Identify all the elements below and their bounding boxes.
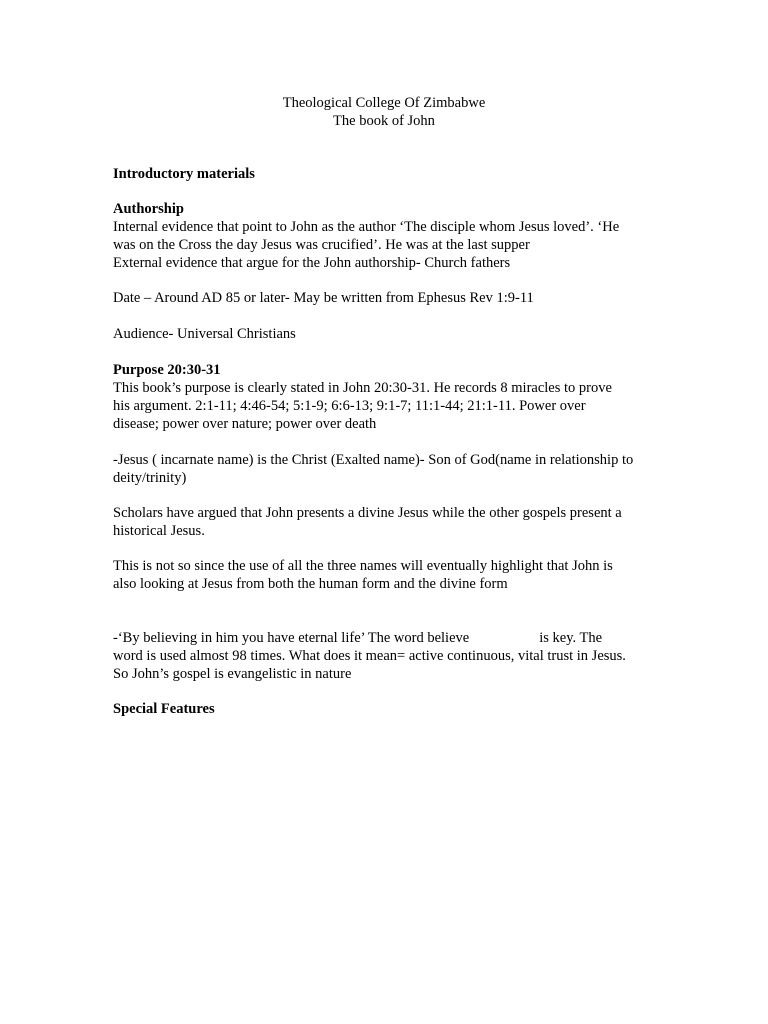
- scholars-line: historical Jesus.: [113, 523, 205, 539]
- believing-line: So John’s gospel is evangelistic in nature: [113, 666, 352, 682]
- believing-line: [113, 629, 602, 647]
- purpose-line: disease; power over nature; power over death: [113, 416, 377, 432]
- not-so-line: This is not so since the use of all the three names will eventually highlight that John is: [113, 558, 613, 574]
- believing-line-end: is key. The: [539, 630, 603, 646]
- special-features-heading: Special Features: [113, 701, 215, 717]
- jesus-names-line: deity/trinity): [113, 470, 187, 486]
- jesus-names-line: -Jesus ( incarnate name) is the Christ (Exalted name)- Son of God(name in relationship to: [113, 452, 634, 468]
- introductory-heading: Introductory materials: [113, 166, 255, 182]
- believing-line: word is used almost 98 times. What does it mean= active continuous, vital trust in Jesus.: [113, 648, 626, 664]
- book-title: The book of John: [333, 113, 435, 129]
- authorship-line: was on the Cross the day Jesus was crucified’. He was at the last supper: [113, 237, 530, 253]
- purpose-heading: Purpose 20:30-31: [113, 362, 221, 378]
- authorship-heading: Authorship: [113, 201, 184, 217]
- not-so-line: also looking at Jesus from both the human form and the divine form: [113, 576, 508, 592]
- authorship-line: External evidence that argue for the John authorship- Church fathers: [113, 255, 511, 271]
- purpose-line: This book’s purpose is clearly stated in John 20:30-31. He records 8 miracles to prove: [113, 380, 612, 396]
- audience-line: Audience- Universal Christians: [113, 326, 296, 342]
- scholars-line: Scholars have argued that John presents a divine Jesus while the other gospels present a: [113, 505, 622, 521]
- date-line: Date – Around AD 85 or later- May be written from Ephesus Rev 1:9-11: [113, 290, 534, 306]
- college-title: Theological College Of Zimbabwe: [282, 95, 486, 111]
- believing-line-start: -‘By believing in him you have eternal life’ The word believe: [113, 630, 470, 646]
- purpose-line: his argument. 2:1-11; 4:46-54; 5:1-9; 6:6-13; 9:1-7; 11:1-44; 21:1-11. Power over: [113, 398, 586, 414]
- authorship-line: Internal evidence that point to John as the author ‘The disciple whom Jesus loved’. ‘He: [113, 219, 620, 235]
